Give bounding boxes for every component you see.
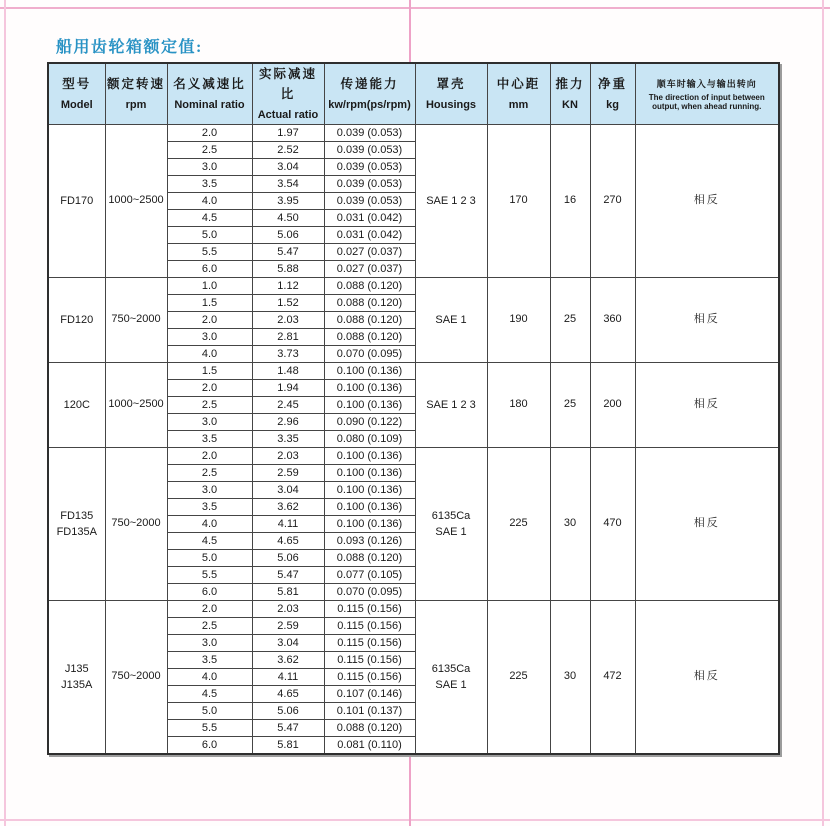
transfer-capacity-cell: 0.031 (0.042): [324, 210, 415, 227]
nominal-ratio-cell: 6.0: [167, 584, 252, 601]
column-header-zh: 净重: [597, 77, 627, 91]
page-title: 船用齿轮箱额定值:: [56, 39, 203, 56]
model-cell-line: FD170: [60, 194, 94, 207]
column-header-housings: [415, 63, 487, 125]
transfer-capacity-cell: 0.101 (0.137): [324, 703, 415, 720]
column-header-transfer-capacity: [324, 63, 415, 125]
actual-ratio-cell: 4.11: [252, 516, 324, 533]
spec-row: [48, 601, 779, 618]
column-header-actual-ratio: [252, 63, 324, 125]
transfer-capacity-cell: 0.088 (0.120): [324, 550, 415, 567]
transfer-capacity-cell: 0.039 (0.053): [324, 125, 415, 142]
nominal-ratio-cell: 3.5: [167, 176, 252, 193]
nominal-ratio-cell: 2.5: [167, 465, 252, 482]
actual-ratio-cell: 5.06: [252, 550, 324, 567]
actual-ratio-cell: 5.47: [252, 567, 324, 584]
housings-cell: [415, 278, 487, 363]
direction-cell: 相反: [635, 125, 779, 278]
column-header-en: kg: [606, 99, 619, 111]
transfer-capacity-cell: 0.100 (0.136): [324, 516, 415, 533]
nominal-ratio-cell: 3.5: [167, 499, 252, 516]
thrust-cell: 30: [550, 448, 590, 601]
actual-ratio-cell: 5.88: [252, 261, 324, 278]
direction-cell: 相反: [635, 278, 779, 363]
header-row: [48, 63, 779, 125]
nominal-ratio-cell: 5.5: [167, 567, 252, 584]
transfer-capacity-cell: 0.080 (0.109): [324, 431, 415, 448]
print-guide-top-line: [0, 7, 830, 9]
model-cell-line: FD135A: [56, 526, 97, 538]
actual-ratio-cell: 5.47: [252, 244, 324, 261]
column-header-en: Nominal ratio: [174, 99, 245, 111]
nominal-ratio-cell: 6.0: [167, 261, 252, 278]
actual-ratio-cell: 1.94: [252, 380, 324, 397]
nominal-ratio-cell: 5.5: [167, 720, 252, 737]
rated-speed-cell: 750~2000: [105, 601, 167, 755]
column-header-en: rpm: [125, 99, 147, 111]
housings-cell-line: SAE 1 2 3: [426, 398, 476, 411]
rated-speed-cell: 750~2000: [105, 278, 167, 363]
actual-ratio-cell: 5.06: [252, 703, 324, 720]
housings-cell-line: SAE 1: [435, 526, 467, 538]
nominal-ratio-cell: 4.0: [167, 346, 252, 363]
column-header-en: Actual ratio: [257, 109, 319, 121]
center-distance-cell: 170: [487, 125, 550, 278]
actual-ratio-cell: 2.45: [252, 397, 324, 414]
housings-cell-line: 6135Ca: [431, 509, 471, 522]
actual-ratio-cell: 2.03: [252, 448, 324, 465]
transfer-capacity-cell: 0.107 (0.146): [324, 686, 415, 703]
housings-cell-line: SAE 1 2 3: [426, 194, 476, 207]
nominal-ratio-cell: 2.0: [167, 380, 252, 397]
rated-speed-cell: 750~2000: [105, 448, 167, 601]
transfer-capacity-cell: 0.100 (0.136): [324, 397, 415, 414]
transfer-capacity-cell: 0.070 (0.095): [324, 346, 415, 363]
column-header-nominal-ratio: [167, 63, 252, 125]
actual-ratio-cell: 4.65: [252, 686, 324, 703]
thrust-cell: 25: [550, 363, 590, 448]
net-weight-cell: 472: [590, 601, 635, 755]
actual-ratio-cell: 3.04: [252, 159, 324, 176]
actual-ratio-cell: 1.48: [252, 363, 324, 380]
column-header-en: mm: [508, 99, 529, 111]
actual-ratio-cell: 2.03: [252, 601, 324, 618]
actual-ratio-cell: 4.65: [252, 533, 324, 550]
nominal-ratio-cell: 5.0: [167, 227, 252, 244]
nominal-ratio-cell: 2.5: [167, 142, 252, 159]
model-cell: [48, 278, 105, 363]
column-header-zh: 推力: [555, 77, 585, 91]
rated-speed-cell: 1000~2500: [105, 363, 167, 448]
center-distance-cell: 180: [487, 363, 550, 448]
column-header-zh: 实际减速比: [258, 67, 317, 101]
actual-ratio-cell: 5.47: [252, 720, 324, 737]
rated-speed-cell: 1000~2500: [105, 125, 167, 278]
model-cell-line: FD120: [60, 313, 94, 326]
nominal-ratio-cell: 4.5: [167, 533, 252, 550]
transfer-capacity-cell: 0.088 (0.120): [324, 720, 415, 737]
transfer-capacity-cell: 0.039 (0.053): [324, 176, 415, 193]
column-header-zh: 罩壳: [436, 77, 466, 91]
nominal-ratio-cell: 2.5: [167, 618, 252, 635]
actual-ratio-cell: 5.81: [252, 737, 324, 755]
housings-cell: [415, 448, 487, 601]
gearbox-spec-table: [47, 62, 780, 755]
actual-ratio-cell: 4.11: [252, 669, 324, 686]
column-header-net-weight: [590, 63, 635, 125]
nominal-ratio-cell: 3.0: [167, 482, 252, 499]
actual-ratio-cell: 1.52: [252, 295, 324, 312]
spec-row: [48, 125, 779, 142]
spec-row: [48, 278, 779, 295]
transfer-capacity-cell: 0.115 (0.156): [324, 635, 415, 652]
column-header-en: Model: [60, 99, 93, 111]
nominal-ratio-cell: 3.0: [167, 329, 252, 346]
nominal-ratio-cell: 5.0: [167, 703, 252, 720]
transfer-capacity-cell: 0.088 (0.120): [324, 312, 415, 329]
nominal-ratio-cell: 1.5: [167, 363, 252, 380]
center-distance-cell: 225: [487, 601, 550, 755]
model-cell: [48, 363, 105, 448]
actual-ratio-cell: 3.62: [252, 652, 324, 669]
actual-ratio-cell: 2.59: [252, 465, 324, 482]
direction-cell: 相反: [635, 448, 779, 601]
nominal-ratio-cell: 3.0: [167, 414, 252, 431]
model-cell: [48, 601, 105, 755]
column-header-en: Housings: [425, 99, 477, 111]
column-header-zh: 中心距: [496, 77, 541, 91]
transfer-capacity-cell: 0.039 (0.053): [324, 142, 415, 159]
transfer-capacity-cell: 0.100 (0.136): [324, 465, 415, 482]
model-cell-line: FD135: [60, 509, 94, 522]
nominal-ratio-cell: 2.0: [167, 448, 252, 465]
actual-ratio-cell: 3.62: [252, 499, 324, 516]
column-header-model: [48, 63, 105, 125]
nominal-ratio-cell: 3.0: [167, 159, 252, 176]
transfer-capacity-cell: 0.088 (0.120): [324, 295, 415, 312]
transfer-capacity-cell: 0.027 (0.037): [324, 261, 415, 278]
column-header-en: kw/rpm(ps/rpm): [328, 99, 411, 111]
transfer-capacity-cell: 0.039 (0.053): [324, 159, 415, 176]
nominal-ratio-cell: 1.5: [167, 295, 252, 312]
model-cell: [48, 448, 105, 601]
thrust-cell: 25: [550, 278, 590, 363]
actual-ratio-cell: 2.81: [252, 329, 324, 346]
transfer-capacity-cell: 0.088 (0.120): [324, 329, 415, 346]
column-header-zh: 名义减速比: [173, 77, 246, 91]
transfer-capacity-cell: 0.090 (0.122): [324, 414, 415, 431]
nominal-ratio-cell: 2.0: [167, 125, 252, 142]
transfer-capacity-cell: 0.070 (0.095): [324, 584, 415, 601]
housings-cell: [415, 601, 487, 755]
actual-ratio-cell: 5.06: [252, 227, 324, 244]
direction-cell: 相反: [635, 363, 779, 448]
transfer-capacity-cell: 0.081 (0.110): [324, 737, 415, 755]
spec-row: [48, 363, 779, 380]
column-header-en: KN: [562, 99, 578, 111]
transfer-capacity-cell: 0.027 (0.037): [324, 244, 415, 261]
print-guide-right-line: [822, 0, 824, 826]
thrust-cell: 30: [550, 601, 590, 755]
transfer-capacity-cell: 0.100 (0.136): [324, 499, 415, 516]
transfer-capacity-cell: 0.115 (0.156): [324, 669, 415, 686]
actual-ratio-cell: 3.04: [252, 482, 324, 499]
nominal-ratio-cell: 5.0: [167, 550, 252, 567]
model-cell-line: J135A: [61, 679, 93, 691]
model-cell-line: 120C: [63, 398, 90, 411]
nominal-ratio-cell: 4.5: [167, 210, 252, 227]
actual-ratio-cell: 3.95: [252, 193, 324, 210]
nominal-ratio-cell: 2.0: [167, 601, 252, 618]
net-weight-cell: 470: [590, 448, 635, 601]
transfer-capacity-cell: 0.100 (0.136): [324, 448, 415, 465]
print-guide-left-line: [4, 0, 6, 826]
net-weight-cell: 270: [590, 125, 635, 278]
actual-ratio-cell: 1.97: [252, 125, 324, 142]
actual-ratio-cell: 1.12: [252, 278, 324, 295]
actual-ratio-cell: 2.52: [252, 142, 324, 159]
nominal-ratio-cell: 4.0: [167, 516, 252, 533]
net-weight-cell: 360: [590, 278, 635, 363]
nominal-ratio-cell: 3.5: [167, 652, 252, 669]
actual-ratio-cell: 2.03: [252, 312, 324, 329]
nominal-ratio-cell: 2.0: [167, 312, 252, 329]
transfer-capacity-cell: 0.115 (0.156): [324, 601, 415, 618]
column-header-zh: 顺车时输入与输出转向: [656, 78, 757, 89]
nominal-ratio-cell: 6.0: [167, 737, 252, 755]
transfer-capacity-cell: 0.100 (0.136): [324, 363, 415, 380]
nominal-ratio-cell: 5.5: [167, 244, 252, 261]
transfer-capacity-cell: 0.077 (0.105): [324, 567, 415, 584]
column-header-thrust: [550, 63, 590, 125]
actual-ratio-cell: 2.96: [252, 414, 324, 431]
transfer-capacity-cell: 0.115 (0.156): [324, 652, 415, 669]
transfer-capacity-cell: 0.088 (0.120): [324, 278, 415, 295]
actual-ratio-cell: 3.73: [252, 346, 324, 363]
transfer-capacity-cell: 0.100 (0.136): [324, 380, 415, 397]
housings-cell: [415, 363, 487, 448]
net-weight-cell: 200: [590, 363, 635, 448]
nominal-ratio-cell: 4.0: [167, 669, 252, 686]
transfer-capacity-cell: 0.115 (0.156): [324, 618, 415, 635]
nominal-ratio-cell: 2.5: [167, 397, 252, 414]
column-header-zh: 型号: [62, 77, 92, 91]
center-distance-cell: 190: [487, 278, 550, 363]
nominal-ratio-cell: 3.5: [167, 431, 252, 448]
column-header-zh: 传递能力: [340, 77, 399, 91]
transfer-capacity-cell: 0.093 (0.126): [324, 533, 415, 550]
column-header-center-distance: [487, 63, 550, 125]
nominal-ratio-cell: 1.0: [167, 278, 252, 295]
transfer-capacity-cell: 0.031 (0.042): [324, 227, 415, 244]
actual-ratio-cell: 3.54: [252, 176, 324, 193]
actual-ratio-cell: 4.50: [252, 210, 324, 227]
actual-ratio-cell: 2.59: [252, 618, 324, 635]
nominal-ratio-cell: 3.0: [167, 635, 252, 652]
column-header-rpm: [105, 63, 167, 125]
actual-ratio-cell: 5.81: [252, 584, 324, 601]
thrust-cell: 16: [550, 125, 590, 278]
transfer-capacity-cell: 0.100 (0.136): [324, 482, 415, 499]
direction-cell: 相反: [635, 601, 779, 755]
model-cell-line: J135: [64, 662, 89, 675]
column-header-en: The direction of input between output, when ahead running.: [648, 92, 765, 112]
nominal-ratio-cell: 4.0: [167, 193, 252, 210]
nominal-ratio-cell: 4.5: [167, 686, 252, 703]
spec-row: [48, 448, 779, 465]
actual-ratio-cell: 3.04: [252, 635, 324, 652]
housings-cell-line: SAE 1: [435, 679, 467, 691]
column-header-zh: 额定转速: [106, 77, 165, 91]
housings-cell-line: SAE 1: [435, 313, 467, 326]
housings-cell: [415, 125, 487, 278]
column-header-direction: [635, 63, 779, 125]
center-distance-cell: 225: [487, 448, 550, 601]
print-guide-bottom-line: [0, 819, 830, 821]
model-cell: [48, 125, 105, 278]
housings-cell-line: 6135Ca: [431, 662, 471, 675]
transfer-capacity-cell: 0.039 (0.053): [324, 193, 415, 210]
actual-ratio-cell: 3.35: [252, 431, 324, 448]
